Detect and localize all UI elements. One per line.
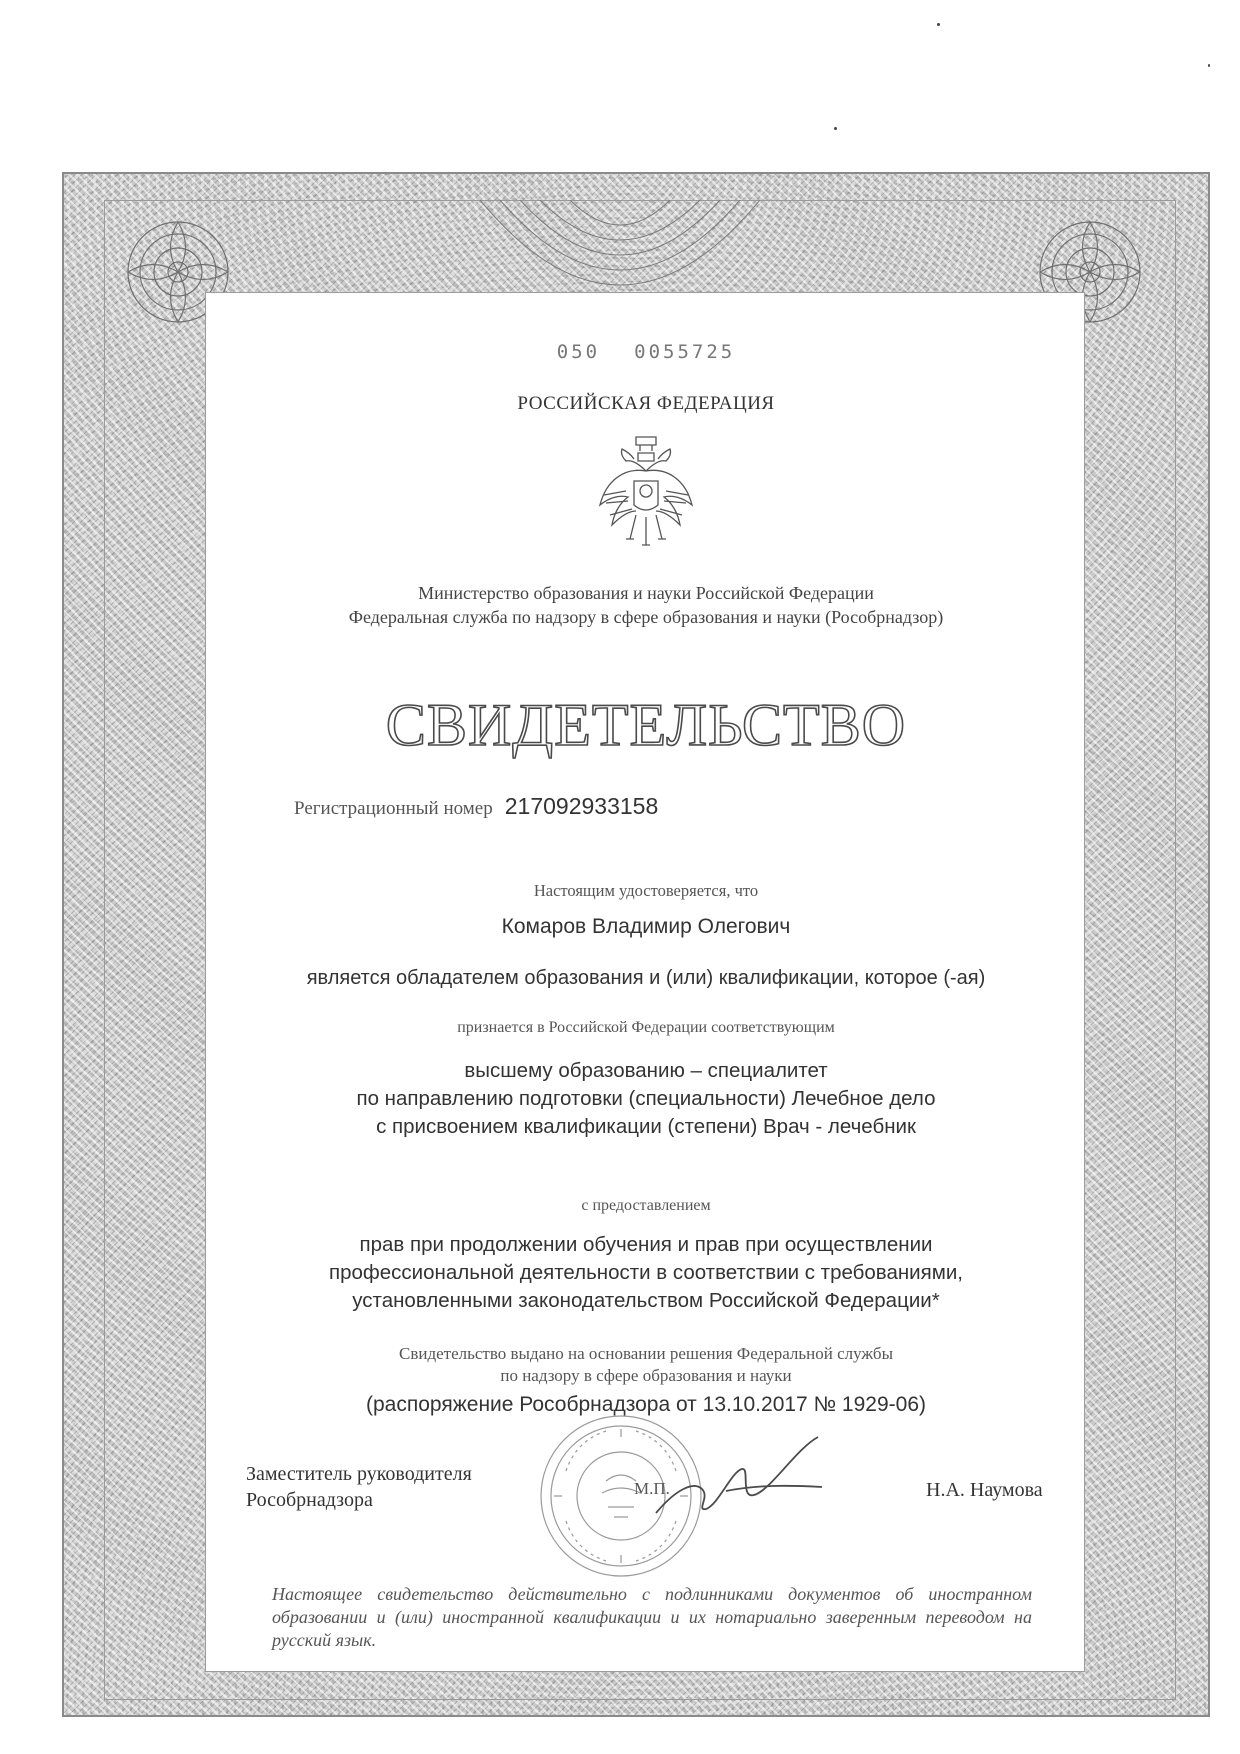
ministry-heading: Министерство образования и науки Российской Федерации Федеральная служба по надзору в сфере образования и науки (Рособрнадзор) [348,583,944,627]
recognition-statement: признается в Российской Федерации соответствующим [457,1019,835,1036]
education-details: высшему образованию – специалитет по направлению подготовки (специальности) Лечебное дело с присвоением квалификации (степени) Врач - лечебник [356,1059,936,1138]
scan-speck [937,23,940,26]
hereby-statement: Настоящим удостоверяется, что [533,881,759,900]
signatory-position: Заместитель руководителя Рособрнадзора [246,1463,472,1511]
rights-details: прав при продолжении обучения и прав при осуществлении профессиональной деятельности в соответствии с требованиями, установленными законодательством Российской Федерации* [329,1233,963,1312]
registration-value: 217092933158 [504,793,659,819]
holder-name: Комаров Владимир Олегович [501,915,791,938]
holder-statement: является обладателем образования и (или) квалификации, которое (-ая) [306,967,986,989]
coat-of-arms-icon [596,431,696,551]
top-center-ornament [480,200,760,292]
provision-statement: с предоставлением [581,1197,711,1214]
registration-label: Регистрационный номер [294,798,493,819]
scan-speck [834,127,837,130]
scan-speck [1208,64,1210,67]
serial-number: 050 0055725 [556,341,736,363]
stamp-place-mark: М.П. [634,1479,670,1498]
country-name: РОССИЙСКАЯ ФЕДЕРАЦИЯ [517,393,775,414]
order-reference: (распоряжение Рособрнадзора от 13.10.2017 № 1929-06) [366,1393,926,1416]
validity-note: Настоящее свидетельство действительно с подлинниками документов об иностранном образовании и (или) иностранной квалификации и их нотариально заверенным переводом на русский язык. [272,1584,1032,1650]
registration-number [294,793,658,820]
signature-icon [646,1429,826,1519]
issuance-basis: Свидетельство выдано на основании решения Федеральной службы по надзору в сфере образования и науки [398,1344,893,1385]
document-title: СВИДЕТЕЛЬСТВО [385,692,907,758]
signatory-name: Н.А. Наумова [926,1479,1043,1501]
certificate-body [205,292,1085,1672]
